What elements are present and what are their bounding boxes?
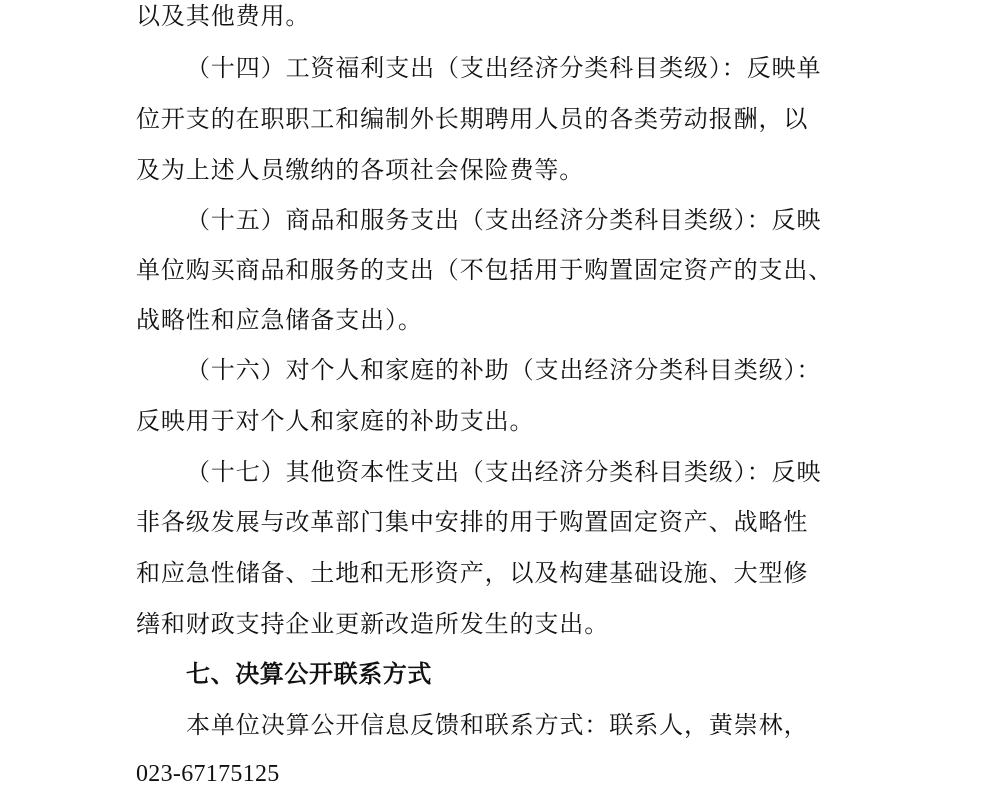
paragraph-line: 缮和财政支持企业更新改造所发生的支出。 [136,610,610,638]
contact-line: 本单位决算公开信息反馈和联系方式：联系人，黄崇林， [186,711,809,739]
paragraph-line: 及为上述人员缴纳的各项社会保险费等。 [136,156,585,184]
item-15-heading-line: （十五）商品和服务支出（支出经济分类科目类级）：反映 [186,206,822,234]
paragraph-line: 位开支的在职职工和编制外长期聘用人员的各类劳动报酬，以 [136,105,809,133]
paragraph-line: 战略性和应急储备支出）。 [136,306,423,334]
item-17-heading-line: （十七）其他资本性支出（支出经济分类科目类级）：反映 [186,458,822,486]
paragraph-line: 单位购买商品和服务的支出（不包括用于购置固定资产的支出、 [136,256,834,284]
contact-phone: 023-67175125 [136,761,280,787]
paragraph-line: 反映用于对个人和家庭的补助支出。 [136,407,535,435]
item-14-heading-line: （十四）工资福利支出（支出经济分类科目类级）：反映单 [186,54,822,82]
item-16-heading-line: （十六）对个人和家庭的补助（支出经济分类科目类级）： [186,356,822,384]
section-heading: 七、决算公开联系方式 [186,660,432,688]
paragraph-line: 以及其他费用。 [136,2,311,30]
paragraph-line: 非各级发展与改革部门集中安排的用于购置固定资产、战略性 [136,508,809,536]
paragraph-line: 和应急性储备、土地和无形资产，以及构建基础设施、大型修 [136,559,809,587]
